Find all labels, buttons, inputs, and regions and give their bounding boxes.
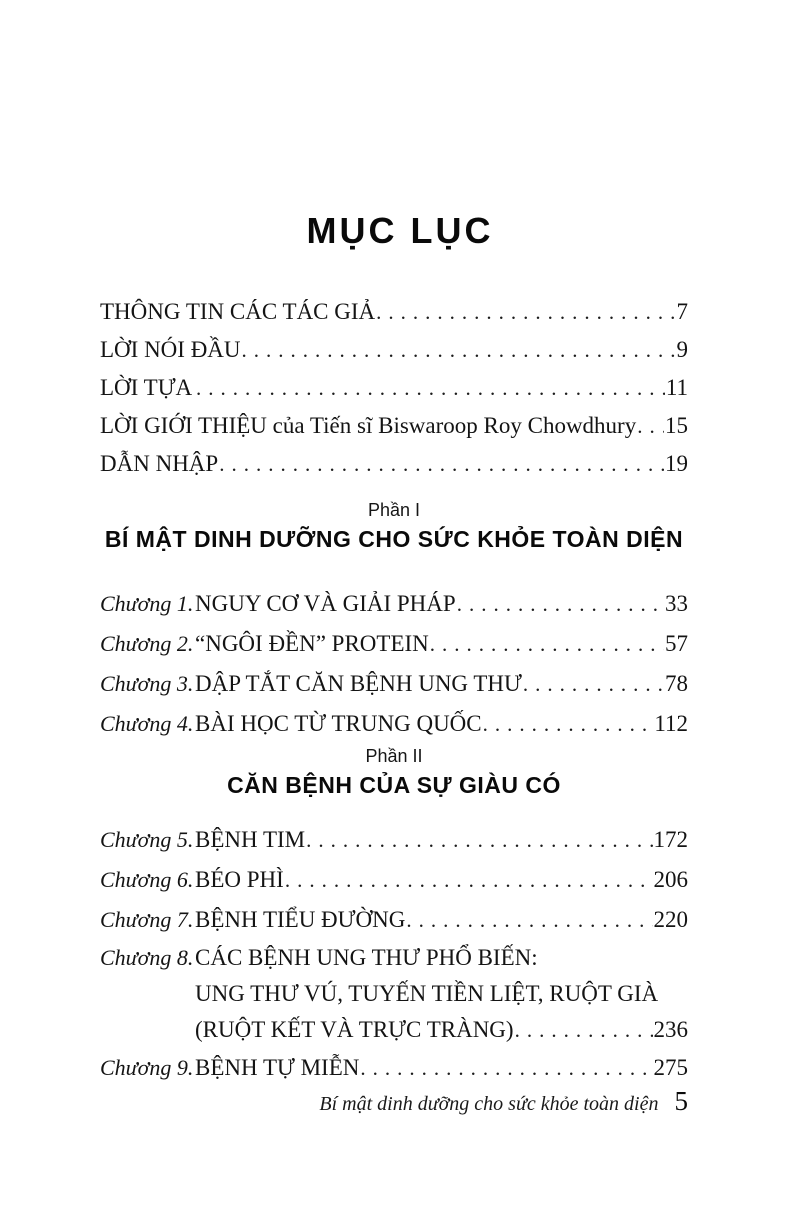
- dot-leader: [483, 704, 654, 744]
- chapter-page-number: 206: [653, 867, 688, 892]
- part-label: Phần I: [367, 500, 421, 520]
- chapter-entry: [100, 704, 688, 744]
- part-2-chapter-list: [100, 820, 688, 1088]
- entry-label: LỜI TỰA: [100, 375, 193, 400]
- chapter-number: Chương 8.: [100, 945, 194, 970]
- entry-page-number: 19: [665, 451, 688, 476]
- chapter-page-number: 78: [665, 671, 688, 696]
- toc-entry: [100, 331, 688, 369]
- dot-leader: [219, 445, 664, 483]
- chapter-title-line: UNG THƯ VÚ, TUYẾN TIỀN LIỆT, RUỘT GIÀ: [195, 981, 659, 1006]
- chapter-title: BỆNH TỰ MIỄN: [195, 1055, 360, 1080]
- toc-entry: [100, 445, 688, 483]
- chapter-page-number: 112: [654, 711, 688, 736]
- chapter-number: Chương 9.: [100, 1055, 194, 1080]
- dot-leader: [515, 1012, 653, 1048]
- part-title: BÍ MẬT DINH DƯỠNG CHO SỨC KHỎE TOÀN DIỆN: [104, 526, 684, 552]
- dot-leader: [457, 584, 664, 624]
- chapter-title: NGUY CƠ VÀ GIẢI PHÁP: [195, 591, 456, 616]
- toc-entry: [100, 293, 688, 331]
- entry-label: LỜI NÓI ĐẦU: [100, 337, 241, 362]
- chapter-number: Chương 4.: [100, 711, 194, 736]
- chapter-title-line-text: (RUỘT KẾT VÀ TRỰC TRÀNG): [195, 1017, 514, 1042]
- chapter-page-number: 275: [653, 1055, 688, 1080]
- chapter-entry: [100, 820, 688, 860]
- part-title: CĂN BỆNH CỦA SỰ GIÀU CÓ: [227, 772, 561, 798]
- dot-leader: [376, 293, 675, 331]
- page-title: MỤC LỤC: [306, 210, 494, 251]
- chapter-page-number: 57: [665, 631, 688, 656]
- entry-label: LỜI GIỚI THIỆU của Tiến sĩ Biswaroop Roy Chowdhury: [100, 413, 637, 438]
- entry-label: THÔNG TIN CÁC TÁC GIẢ: [100, 299, 376, 324]
- chapter-title: DẬP TẮT CĂN BỆNH UNG THƯ: [195, 671, 522, 696]
- dot-leader: [430, 624, 664, 664]
- dot-leader: [285, 860, 653, 900]
- page-footer: [100, 1086, 688, 1117]
- dot-leader: [360, 1048, 652, 1088]
- chapter-title-line: CÁC BỆNH UNG THƯ PHỔ BIẾN:: [195, 945, 538, 970]
- dot-leader: [406, 900, 652, 940]
- entry-label: DẪN NHẬP: [100, 451, 219, 476]
- chapter-title: BỆNH TIỂU ĐƯỜNG: [195, 907, 406, 932]
- dot-leader: [242, 331, 676, 369]
- toc-entry: [100, 369, 688, 407]
- chapter-title: BỆNH TIM: [195, 827, 306, 852]
- front-matter-list: [100, 293, 688, 483]
- chapter-page-number: 220: [653, 907, 688, 932]
- chapter-number: Chương 6.: [100, 867, 194, 892]
- chapter-entry: [100, 1048, 688, 1088]
- dot-leader: [637, 407, 664, 445]
- part-1-chapter-list: [100, 584, 688, 744]
- chapter-title-lines: [195, 940, 688, 1048]
- chapter-number: Chương 2.: [100, 631, 194, 656]
- chapter-entry: [100, 624, 688, 664]
- entry-page-number: 9: [676, 337, 688, 362]
- entry-page-number: 7: [676, 299, 688, 324]
- part-label: Phần II: [365, 746, 423, 766]
- chapter-page-number: 172: [653, 827, 688, 852]
- chapter-entry: [100, 860, 688, 900]
- chapter-entry: [100, 900, 688, 940]
- entry-page-number: 15: [665, 413, 688, 438]
- chapter-page-number: 236: [653, 1017, 688, 1042]
- chapter-page-number: 33: [665, 591, 688, 616]
- chapter-entry-multiline: [100, 940, 688, 1048]
- part-1-heading: [100, 500, 688, 553]
- chapter-title: “NGÔI ĐỀN” PROTEIN: [195, 631, 429, 656]
- chapter-entry: [100, 584, 688, 624]
- chapter-title: BÉO PHÌ: [195, 867, 284, 892]
- part-2-heading: [100, 746, 688, 799]
- chapter-number: Chương 7.: [100, 907, 194, 932]
- chapter-title: BÀI HỌC TỪ TRUNG QUỐC: [195, 711, 482, 736]
- chapter-number: Chương 3.: [100, 671, 194, 696]
- toc-entry: [100, 407, 688, 445]
- entry-page-number: 11: [665, 375, 688, 400]
- dot-leader: [196, 369, 665, 407]
- footer-page-number: 5: [674, 1086, 688, 1116]
- chapter-number: Chương 5.: [100, 827, 194, 852]
- chapter-entry: [100, 664, 688, 704]
- chapter-number: Chương 1.: [100, 591, 194, 616]
- dot-leader: [306, 820, 652, 860]
- footer-book-title: Bí mật dinh dưỡng cho sức khỏe toàn diện: [319, 1093, 659, 1115]
- dot-leader: [523, 664, 664, 704]
- chapter-title-line: [195, 1012, 688, 1048]
